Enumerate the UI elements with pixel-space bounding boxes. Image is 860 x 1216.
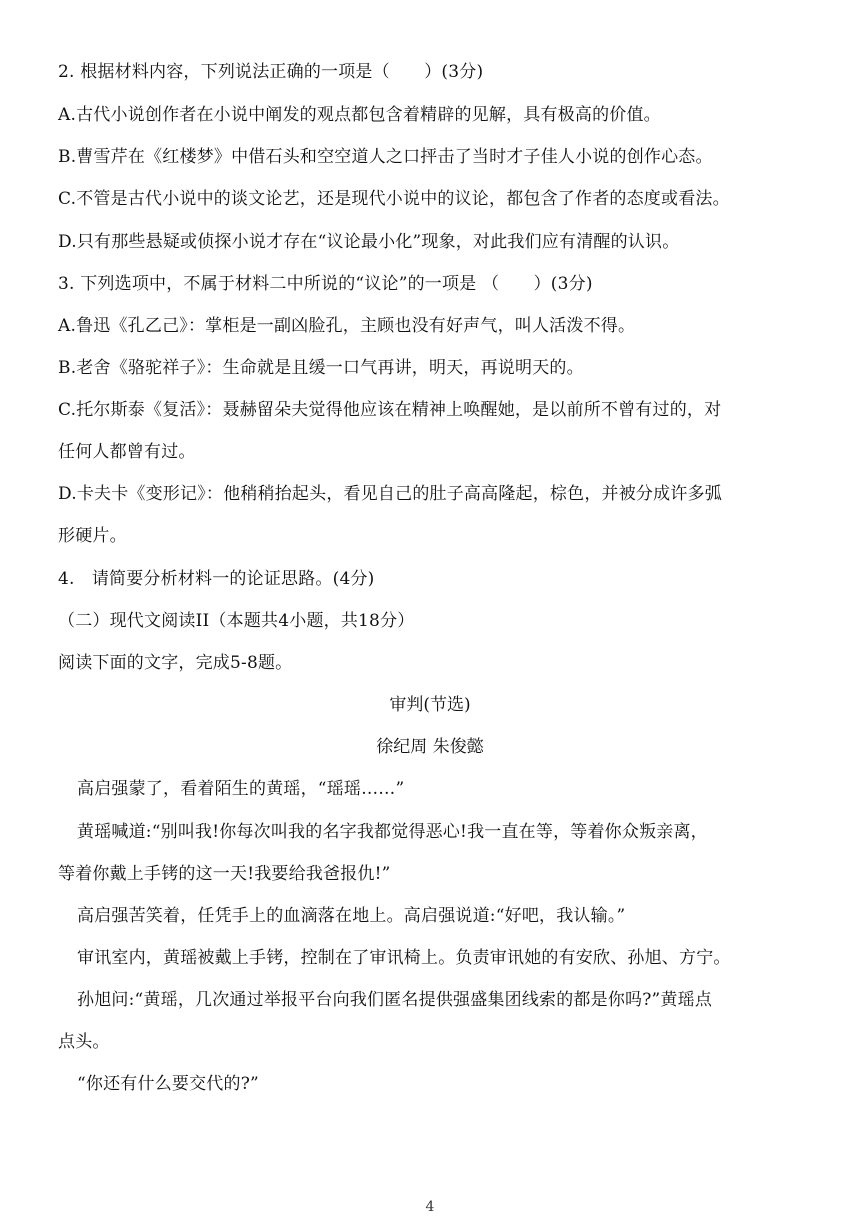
question-3-stem: 3. 下列选项中，不属于材料二中所说的“议论”的一项是 （ ）(3分) (58, 274, 593, 294)
question-3-option-d-line-1: D.卡夫卡《变形记》：他稍稍抬起头，看见自己的肚子高高隆起，棕色，并被分成许多弧 (58, 484, 722, 504)
story-title: 审判(节选) (389, 695, 471, 715)
page-number: 4 (425, 1199, 435, 1215)
question-2-stem: 2. 根据材料内容，下列说法正确的一项是（ ）(3分) (58, 62, 484, 82)
question-4-stem: 4. 请简要分析材料一的论证思路。(4分) (58, 569, 375, 589)
story-paragraph-2-line-1: 黄瑶喊道:“别叫我!你每次叫我的名字我都觉得恶心!我一直在等，等着你众叛亲离， (77, 822, 708, 842)
question-2-option-c: C.不管是古代小说中的谈文论艺，还是现代小说中的议论，都包含了作者的态度或看法。 (58, 189, 730, 209)
question-2-option-a: A.古代小说创作者在小说中阐发的观点都包含着精辟的见解，具有极高的价值。 (58, 105, 661, 125)
story-paragraph-2-line-2: 等着你戴上手铐的这一天!我要给我爸报仇!” (58, 864, 391, 884)
question-2-option-d: D.只有那些悬疑或侦探小说才存在“议论最小化”现象，对此我们应有清醒的认识。 (58, 232, 680, 252)
question-3-option-a: A.鲁迅《孔乙己》：掌柜是一副凶脸孔，主顾也没有好声气，叫人活泼不得。 (58, 316, 636, 336)
story-paragraph-1: 高启强蒙了，看着陌生的黄瑶，“瑶瑶……” (77, 779, 405, 799)
reading-instruction: 阅读下面的文字，完成5-8题。 (58, 653, 293, 673)
question-3-option-d-line-2: 形硬片。 (58, 526, 127, 546)
story-paragraph-4: 审讯室内，黄瑶被戴上手铐，控制在了审讯椅上。负责审讯她的有安欣、孙旭、方宁。 (77, 948, 731, 968)
question-3-option-c-line-1: C.托尔斯泰《复活》：聂赫留朵夫觉得他应该在精神上唤醒她，是以前所不曾有过的，对 (58, 400, 722, 420)
story-paragraph-5-line-1: 孙旭问:“黄瑶，几次通过举报平台向我们匿名提供强盛集团线索的都是你吗?”黄瑶点 (77, 990, 713, 1010)
section-heading: （二）现代文阅读II（本题共4小题，共18分） (58, 611, 415, 631)
story-paragraph-6: “你还有什么要交代的?” (77, 1074, 259, 1094)
story-author: 徐纪周 朱俊懿 (376, 737, 484, 757)
story-paragraph-5-line-2: 点头。 (58, 1032, 110, 1052)
question-3-option-c-line-2: 任何人都曾有过。 (58, 442, 196, 462)
question-2-option-b: B.曹雪芹在《红楼梦》中借石头和空空道人之口抨击了当时才子佳人小说的创作心态。 (58, 147, 713, 167)
story-paragraph-3: 高启强苦笑着，任凭手上的血滴落在地上。高启强说道:“好吧，我认输。” (77, 906, 626, 926)
question-3-option-b: B.老舍《骆驼祥子》：生命就是且缓一口气再讲，明天，再说明天的。 (58, 358, 584, 378)
